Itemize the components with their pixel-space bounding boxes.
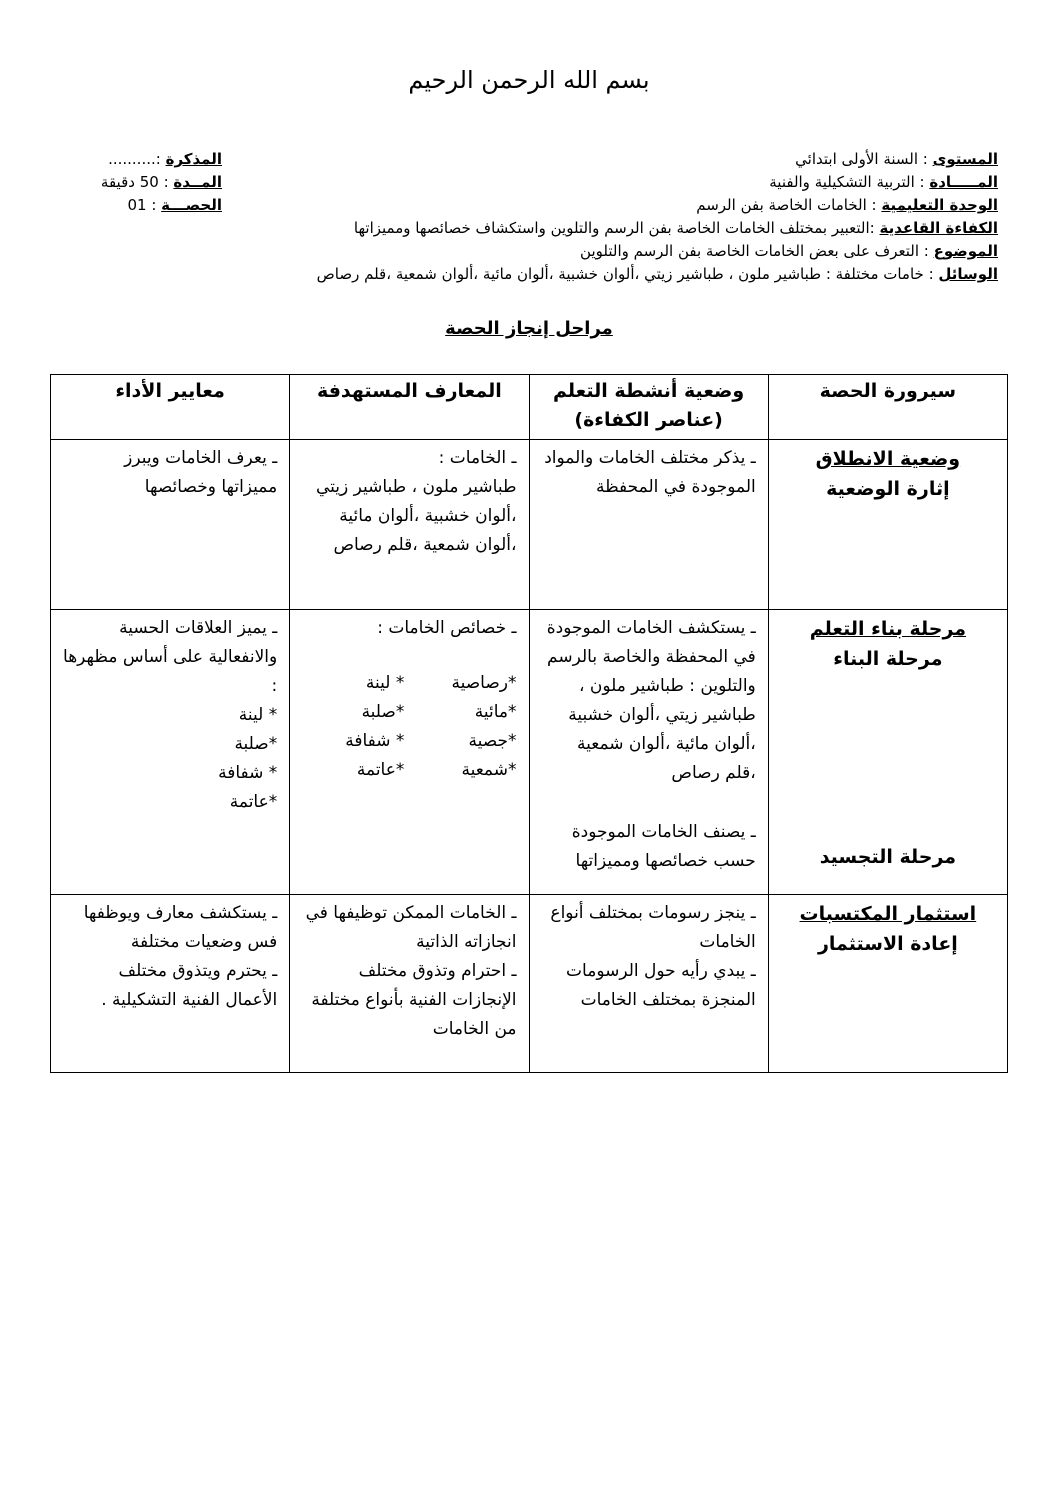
table-row (51, 440, 1008, 610)
criteria-cell: ـ يعرف الخامات ويبرز مميزاتها وخصائصها (51, 440, 290, 610)
knowledge-cell: ـ الخامات : طباشير ملون ، طباشير زيتي ،ألوان خشبية ،ألوان مائية ،ألوان شمعية ،قلم رصاص (290, 440, 529, 610)
activities-cell: ـ يستكشف الخامات الموجودة في المحفظة والخاصة بالرسم والتلوين : طباشير ملون ، طباشير زيتي ،ألوان خشبية ،ألوان مائية ،ألوان شمعية ،قلم رصاص ـ يصنف الخامات الموجودة حسب خصائصها ومميزاتها (529, 610, 768, 895)
phase-cell: وضعية الانطلاق إثارة الوضعية (768, 440, 1007, 610)
table-row (51, 895, 1008, 1073)
table-row (51, 610, 1008, 895)
phase-cell: استثمار المكتسبات إعادة الاستثمار (768, 895, 1007, 1073)
table-header-row (51, 375, 1008, 440)
criteria-cell: ـ يميز العلاقات الحسية والانفعالية على أساس مظهرها : * لينة *صلبة * شفافة *عاتمة (51, 610, 290, 895)
duration-row: المــدة : 50 دقيقة (100, 173, 222, 191)
activities-cell: ـ يذكر مختلف الخامات والمواد الموجودة في المحفظة (529, 440, 768, 610)
col-process: سيرورة الحصة (768, 375, 1007, 440)
memo-row: المذكرة :.......... (108, 150, 222, 168)
topic-row: الموضوع : التعرف على بعض الخامات الخاصة بفن الرسم والتلوين (580, 242, 998, 260)
col-activities: وضعية أنشطة التعلم (عناصر الكفاءة) (529, 375, 768, 440)
header-info (238, 148, 998, 286)
criteria-cell: ـ يستكشف معارف ويوظفها فس وضعيات مختلفة ـ يحترم ويتذوق مختلف الأعمال الفنية التشكيلية . (51, 895, 290, 1073)
properties-list: *رصاصية * لينة *مائية *صلبة *جصية * شفافة *شمعية *عاتمة (345, 673, 517, 780)
level-row: المستوى : السنة الأولى ابتدائي (795, 150, 998, 168)
activities-cell: ـ ينجز رسومات بمختلف أنواع الخامات ـ يبدي رأيه حول الرسومات المنجزة بمختلف الخامات (529, 895, 768, 1073)
page-title: بسم الله الرحمن الرحيم (408, 66, 650, 94)
header-meta (62, 148, 222, 217)
materials-row: الوسائل : خامات مختلفة : طباشير ملون ، طباشير زيتي ،ألوان خشبية ،ألوان مائية ،ألوان شمعية ،قلم رصاص (316, 265, 998, 283)
lesson-table (50, 374, 1008, 1073)
section-title: مراحل إنجاز الحصة (445, 318, 613, 339)
col-criteria: معايير الأداء (51, 375, 290, 440)
col-knowledge: المعارف المستهدفة (290, 375, 529, 440)
knowledge-cell: ـ الخامات الممكن توظيفها في انجازاته الذاتية ـ احترام وتذوق مختلف الإنجازات الفنية بأنواع مختلفة من الخامات (290, 895, 529, 1073)
knowledge-cell: ـ خصائص الخامات : *رصاصية * لينة *مائية *صلبة *جصية * شفافة *شمعية *عاتمة (290, 610, 529, 895)
unit-row: الوحدة التعليمية : الخامات الخاصة بفن الرسم (696, 196, 998, 214)
session-row: الحصـــة : 01 (127, 196, 222, 214)
competency-row: الكفاءة القاعدية :التعبير بمختلف الخامات الخاصة بفن الرسم والتلوين واستكشاف خصائصها ومميزاتها (353, 219, 998, 237)
phase-cell: مرحلة بناء التعلم مرحلة البناء مرحلة التجسيد (768, 610, 1007, 895)
subject-row: المـــــادة : التربية التشكيلية والفنية (769, 173, 998, 191)
